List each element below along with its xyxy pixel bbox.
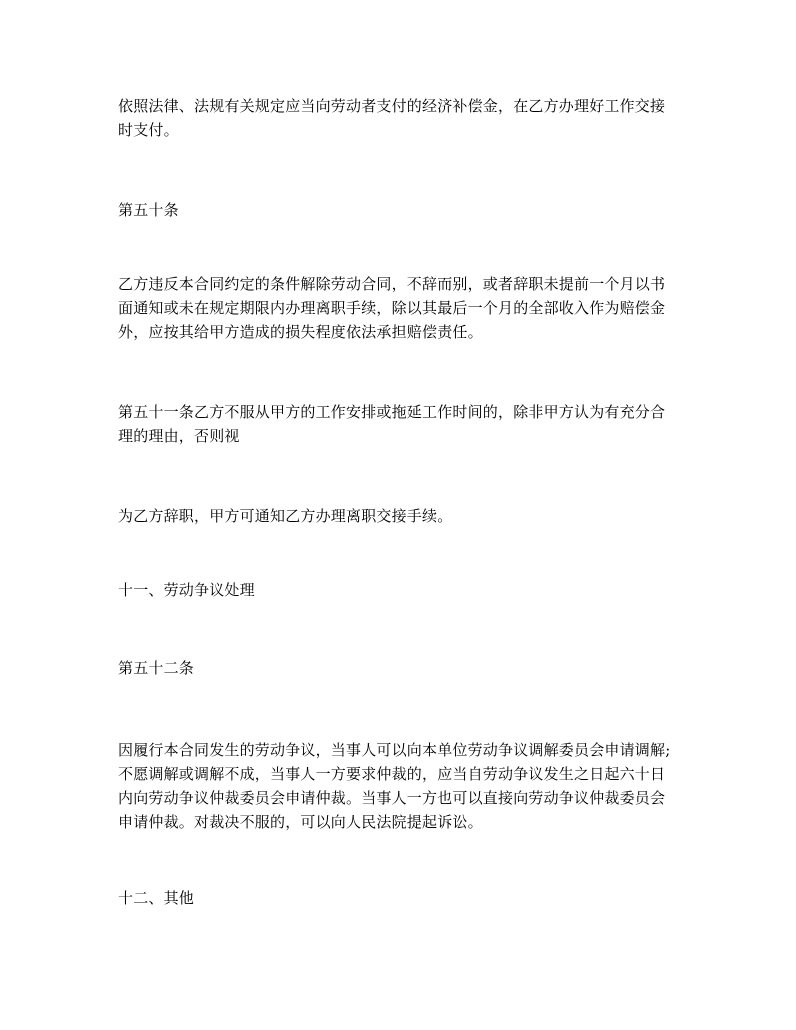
section-heading-labor-dispute: [118, 578, 684, 602]
section-heading-other: [118, 886, 684, 910]
text-line: 理的理由，否则视: [118, 427, 240, 445]
text-line: 面通知或未在规定期限内办理离职手续，除以其最后一个月的全部收入作为赔偿金: [118, 299, 666, 317]
text-line: 外，应按其给甲方造成的损失程度依法承担赔偿责任。: [118, 323, 483, 341]
text-line: 为乙方辞职，甲方可通知乙方办理离职交接手续。: [118, 507, 453, 525]
text-line: 第五十一条乙方不服从甲方的工作安排或拖延工作时间的，除非甲方认为有充分合: [118, 403, 666, 421]
paragraph-compensation-payment: [118, 94, 684, 142]
article-heading-50: [118, 198, 684, 222]
text-line: 十二、其他: [118, 889, 195, 907]
article-heading-52: [118, 656, 684, 680]
text-line: 第五十二条: [118, 659, 195, 677]
paragraph-article-51: [118, 400, 684, 448]
text-line: 依照法律、法规有关规定应当向劳动者支付的经济补偿金，在乙方办理好工作交接: [118, 97, 666, 115]
text-line: 乙方违反本合同约定的条件解除劳动合同，不辞而别，或者辞职未提前一个月以书: [118, 275, 666, 293]
paragraph-article-52-body: [118, 738, 684, 834]
text-line: 不愿调解或调解不成，当事人一方要求仲裁的，应当自劳动争议发生之日起六十日: [118, 765, 666, 783]
paragraph-article-50-body: [118, 272, 684, 344]
text-line: 第五十条: [118, 201, 179, 219]
text-line: 十一、劳动争议处理: [118, 581, 255, 599]
text-line: 因履行本合同发生的劳动争议，当事人可以向本单位劳动争议调解委员会申请调解;: [118, 741, 671, 759]
paragraph-article-51-continued: [118, 504, 684, 528]
text-line: 内向劳动争议仲裁委员会申请仲裁。当事人一方也可以直接向劳动争议仲裁委员会: [118, 789, 666, 807]
text-line: 时支付。: [118, 121, 179, 139]
text-line: 申请仲裁。对裁决不服的，可以向人民法院提起诉讼。: [118, 813, 483, 831]
